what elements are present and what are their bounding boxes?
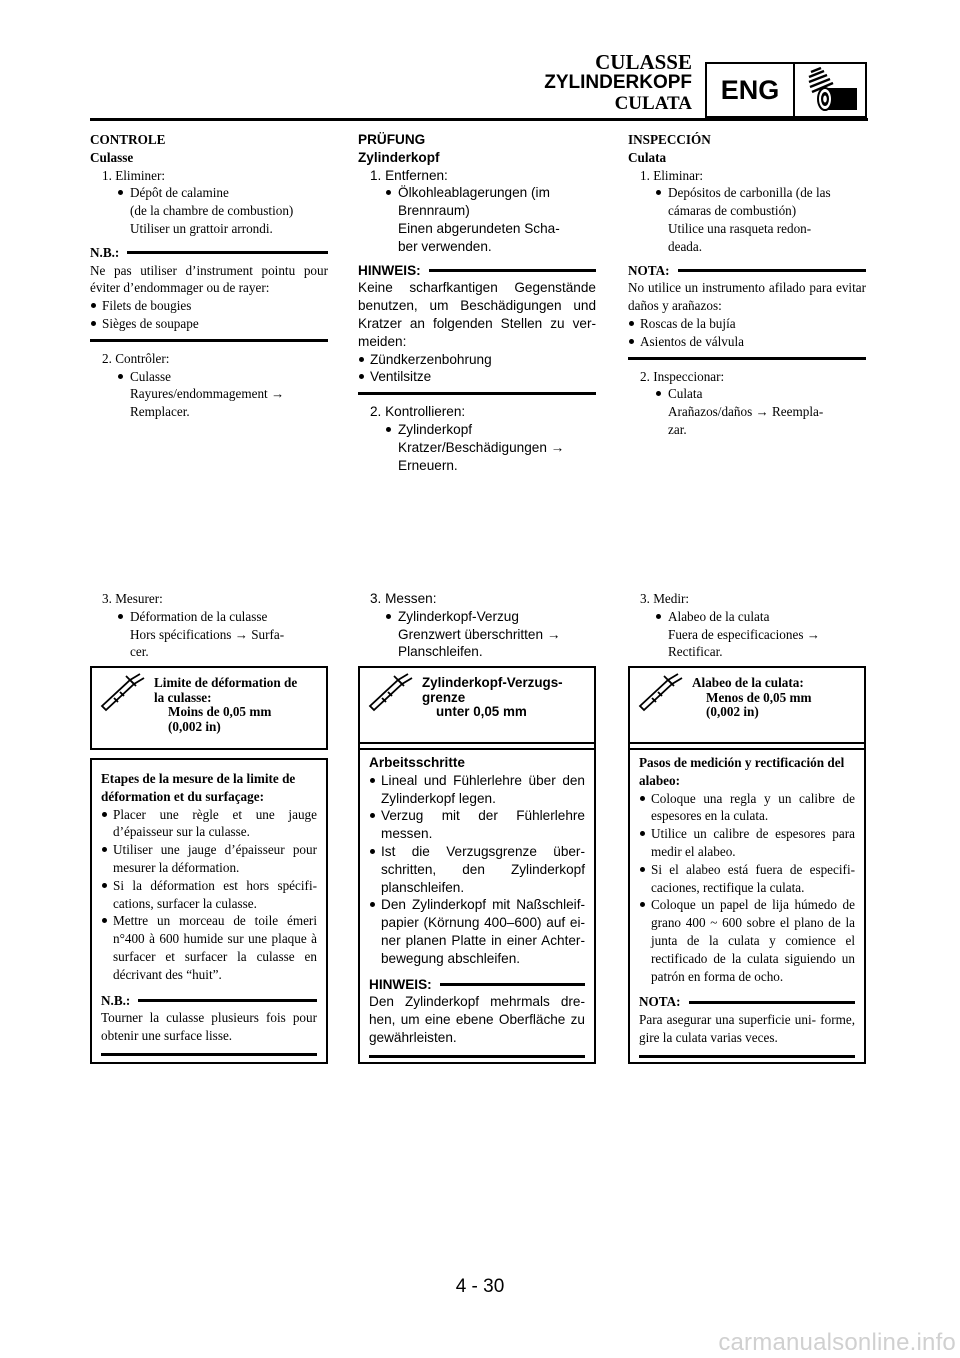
fr-procedure-item: Si la déformation est hors spécifi- cations, surfacer la culasse. <box>101 877 317 913</box>
es-procedure-item: Utilice un calibre de espesores para medir el alabeo. <box>639 825 855 861</box>
fr-step1: 1. Eliminer: <box>102 167 165 183</box>
de-column-top <box>358 131 596 474</box>
de-step3-line2: Grenzwert überschritten → <box>398 626 561 642</box>
header-title-es: CULATA <box>614 93 692 114</box>
de-step3-block <box>358 590 596 661</box>
de-step1-line3: Einen abgerundeten Scha- <box>398 220 560 236</box>
fr-subheading: Culasse <box>90 149 134 165</box>
measuring-calipers-icon <box>364 672 418 712</box>
header-title-de: ZYLINDERKOPF <box>544 72 692 93</box>
es-step3-line2: Fuera de especificaciones → <box>668 626 820 642</box>
fr-step3-block <box>90 590 328 661</box>
de-step1: 1. Entfernen: <box>370 167 448 183</box>
fr-procedure-item: Placer une règle et une jauge d’épaisseur sur la culasse. <box>101 806 317 842</box>
es-procedure-title: Pasos de medición y rectificación del alabeo: <box>639 755 845 788</box>
es-step3-bullet: Alabeo de la culata <box>628 608 866 626</box>
de-step2-line2: Kratzer/Beschädigungen → <box>398 439 565 455</box>
de-procedure-note-header <box>369 976 585 994</box>
de-step3-line3: Planschleifen. <box>398 644 483 660</box>
de-procedure-title: Arbeitsschritte <box>369 755 465 770</box>
es-spec-line3: (0,002 in) <box>706 704 759 719</box>
fr-procedure-note-text: Tourner la culasse plusieurs fois pour obtenir une surface lisse. <box>101 1010 317 1044</box>
de-procedure-end-rule <box>369 1055 585 1058</box>
fr-step2-bullet: Culasse <box>90 368 328 386</box>
es-column-top <box>628 131 866 439</box>
watermark: carmanualsonline.info <box>718 1329 956 1356</box>
engine-cylinder-icon <box>795 66 865 114</box>
es-note-item1: Roscas de la bujía <box>628 315 866 333</box>
de-procedure-item: Lineal und Fühlerlehre über den Zylinderkopf legen. <box>369 772 585 808</box>
es-step3-line3: Rectificar. <box>668 644 723 660</box>
fr-step1-line2: (de la chambre de combustion) <box>130 203 294 219</box>
de-heading: PRÜFUNG <box>358 132 426 147</box>
header-rule <box>90 118 868 121</box>
de-spec-line2: grenze <box>422 689 466 705</box>
fr-spec-line4: (0,002 in) <box>168 718 221 734</box>
es-procedure-note-text: Para asegurar una superficie uni- forme, gire la culata varias veces. <box>639 1012 855 1045</box>
fr-procedure-note-label: N.B.: <box>101 992 131 1008</box>
fr-procedure-title: Etapes de la mesure de la limite de déformation et du surfaçage: <box>101 771 296 804</box>
de-procedure-note-label: HINWEIS: <box>369 976 432 992</box>
es-spec-line2: Menos de 0,05 mm <box>706 689 812 705</box>
es-procedure-box <box>628 742 866 1064</box>
fr-spec-line3: Moins de 0,05 mm <box>168 704 272 719</box>
es-procedure-item: Coloque una regla y un calibre de espesores en la culata. <box>639 790 855 826</box>
fr-step2-line2: Rayures/endommagement → <box>130 386 285 402</box>
es-step2-bullet: Culata <box>628 385 866 403</box>
de-note-label: HINWEIS: <box>358 262 421 278</box>
es-note-text: No utilice un instrumento afilado para evitar daños y arañazos: <box>628 280 866 314</box>
es-note-end-rule <box>628 357 866 360</box>
fr-spec-line1: Limite de déformation de <box>154 675 298 690</box>
de-step3: 3. Messen: <box>370 591 437 606</box>
fr-note-item1: Filets de bougies <box>90 297 328 315</box>
es-step3-block <box>628 590 866 661</box>
de-step2: 2. Kontrollieren: <box>370 404 466 420</box>
de-note-end-rule <box>358 392 596 395</box>
de-note-item2: Ventilsitze <box>358 368 596 386</box>
es-step1-line4: deada. <box>668 238 703 254</box>
de-subheading: Zylinderkopf <box>358 149 440 165</box>
de-procedure-item: Verzug mit der Fühlerlehre messen. <box>369 807 585 843</box>
fr-spec-box <box>90 666 328 750</box>
de-step1-line4: ber verwenden. <box>398 238 492 254</box>
fr-column-top <box>90 131 328 421</box>
fr-procedure-note-header <box>101 992 317 1010</box>
es-note-item2: Asientos de válvula <box>628 333 866 351</box>
de-note-text: Keine scharfkantigen Gegenstände benutzen, um Beschädigungen und Kratzer an folgenden Stellen zu ver- meiden: <box>358 280 596 349</box>
de-procedure-item: Den Zylinderkopf mit Naßschleif- papier (Körnung 400–600) auf ei- ner planen Platte in einer Achter- bewegung abschleifen. <box>369 896 585 967</box>
fr-step2: 2. Contrôler: <box>102 350 170 366</box>
es-step1: 1. Eliminar: <box>640 167 703 183</box>
fr-step3-line2: Hors spécifications → Surfa- <box>130 626 285 642</box>
de-step1-bullet: Ölkohleablagerungen (im <box>358 184 596 202</box>
fr-procedure-item: Utiliser une jauge d’épaisseur pour mesurer la déformation. <box>101 841 317 877</box>
de-step3-bullet: Zylinderkopf-Verzug <box>358 608 596 626</box>
es-note-label: NOTA: <box>628 262 670 278</box>
es-procedure-note-header <box>639 993 855 1011</box>
de-spec-line1: Zylinderkopf-Verzugs- <box>422 675 563 690</box>
es-spec-box <box>628 666 866 750</box>
de-procedure-item: Ist die Verzugsgrenze über- schritten, den Zylinderkopf planschleifen. <box>369 843 585 896</box>
section-badge <box>705 62 867 118</box>
es-note-header <box>628 262 866 280</box>
fr-procedure-end-rule <box>101 1053 317 1056</box>
de-spec-text <box>422 676 563 720</box>
fr-note-item2: Sièges de soupape <box>90 315 328 333</box>
fr-procedure-box <box>90 758 328 1064</box>
measuring-calipers-icon <box>634 672 688 712</box>
es-procedure-item: Si el alabeo está fuera de especifi- caciones, rectifique la culata. <box>639 861 855 897</box>
fr-spec-line2: la culasse: <box>154 689 212 705</box>
es-step2-line3: zar. <box>668 421 687 437</box>
es-procedure-note-label: NOTA: <box>639 994 681 1010</box>
fr-procedure-item: Mettre un morceau de toile émeri n°400 à 600 humide sur une plaque à surfacer et surfacer la culasse en décrivant des “huit”. <box>101 912 317 983</box>
es-procedure-item: Coloque un papel de lija húmedo de grano 400 ~ 600 sobre el plano de la junta de la culata y comience el rectificado de la culata siguiendo un patrón en forma de ocho. <box>639 896 855 985</box>
es-procedure-end-rule <box>639 1055 855 1058</box>
fr-step3-bullet: Déformation de la culasse <box>90 608 328 626</box>
fr-note-end-rule <box>90 339 328 342</box>
de-step2-bullet: Zylinderkopf <box>358 421 596 439</box>
de-procedure-note-text: Den Zylinderkopf mehrmals dre- hen, um eine ebene Oberfläche zu gewährleisten. <box>369 994 585 1045</box>
de-note-item1: Zündkerzenbohrung <box>358 351 596 369</box>
fr-step3-line3: cer. <box>130 644 149 660</box>
es-spec-text <box>692 676 812 720</box>
es-heading: INSPECCIÓN <box>628 132 711 147</box>
es-subheading: Culata <box>628 149 667 165</box>
fr-note-header <box>90 244 328 262</box>
measuring-calipers-icon <box>96 672 150 712</box>
fr-spec-text <box>154 676 297 734</box>
de-spec-box <box>358 666 596 750</box>
page-number: 4 - 30 <box>455 1276 505 1297</box>
de-spec-line3: unter 0,05 mm <box>436 704 527 719</box>
es-step2-line2: Arañazos/daños → Reempla- <box>668 404 824 420</box>
es-step1-line3: Utilice una rasqueta redon- <box>668 220 812 236</box>
de-note-header <box>358 262 596 280</box>
section-badge-label: ENG <box>707 64 795 116</box>
de-step1-line2: Brennraum) <box>398 203 470 219</box>
es-step1-bullet: Depósitos de carbonilla (de las <box>628 184 866 202</box>
fr-step1-bullet: Dépôt de calamine <box>90 184 328 202</box>
fr-heading: CONTROLE <box>90 132 166 147</box>
es-step2: 2. Inspeccionar: <box>640 368 725 384</box>
fr-step3: 3. Mesurer: <box>102 591 163 606</box>
fr-note-label: N.B.: <box>90 244 120 260</box>
de-step2-line3: Erneuern. <box>398 457 458 473</box>
es-step1-line2: cámaras de combustión) <box>668 203 797 219</box>
es-step3: 3. Medir: <box>640 591 690 606</box>
fr-step1-line3: Utiliser un grattoir arrondi. <box>130 220 273 236</box>
de-procedure-box <box>358 742 596 1064</box>
header-title-fr: CULASSE <box>595 50 692 74</box>
es-spec-line1: Alabeo de la culata: <box>692 675 804 690</box>
fr-step2-line3: Remplacer. <box>130 404 190 420</box>
fr-note-text: Ne pas utiliser d’instrument pointu pour éviter d’endommager ou de rayer: <box>90 262 328 296</box>
